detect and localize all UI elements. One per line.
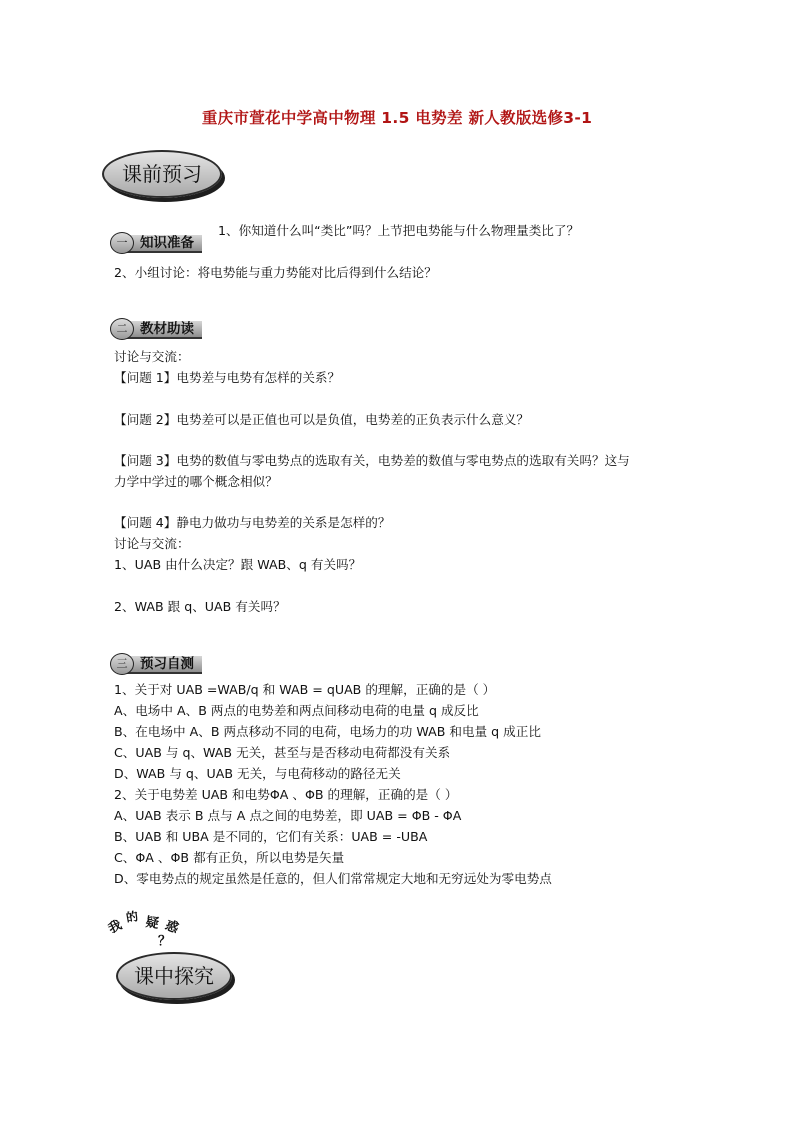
inclass-banner [116, 952, 232, 1000]
test-q1-option-a: A、电场中 A、B 两点的电势差和两点间移动电荷的电量 q 成反比 [114, 703, 479, 718]
preclass-banner-label: 课前预习 [122, 162, 202, 186]
discuss-item-1: 1、UAB 由什么决定？跟 WAB、q 有关吗？ [114, 557, 362, 572]
test-q2-option-b: B、UAB 和 UBA 是不同的，它们有关系：UAB = -UBA [114, 829, 428, 844]
section-three-label: 预习自测 [124, 656, 202, 674]
section-two-number: 二 [110, 318, 134, 340]
problem-4: 【问题 4】静电力做功与电势差的关系是怎样的？ [114, 515, 391, 530]
preclass-banner [102, 150, 222, 198]
test-question-2: 2、关于电势差 UAB 和电势ΦA 、ΦB 的理解，正确的是（ ） [114, 787, 458, 802]
doubt-label [106, 906, 198, 949]
problem-1: 【问题 1】电势差与电势有怎样的关系？ [114, 370, 341, 385]
test-q1-option-d: D、WAB 与 q、UAB 无关，与电荷移动的路径无关 [114, 766, 401, 781]
problem-3-line-1: 【问题 3】电势的数值与零电势点的选取有关，电势差的数值与零电势点的选取有关吗？这与 [114, 453, 630, 468]
section-one-label: 知识准备 [124, 235, 202, 253]
test-q2-option-c: C、ΦA 、ΦB 都有正负，所以电势是矢量 [114, 850, 345, 865]
problem-2: 【问题 2】电势差可以是正值也可以是负值，电势差的正负表示什么意义？ [114, 412, 530, 427]
doubt-question-mark: ？ [158, 934, 172, 949]
section-two-label: 教材助读 [124, 321, 202, 339]
doubt-char-4: 惑 [162, 917, 181, 937]
test-q2-option-a: A、UAB 表示 B 点与 A 点之间的电势差，即 UAB = ΦB - ΦA [114, 808, 462, 823]
doubt-char-3: 疑 [144, 915, 160, 932]
page-title: 重庆市萱花中学高中物理 1.5 电势差 新人教版选修3-1 [201, 109, 593, 127]
discuss-item-2: 2、WAB 跟 q、UAB 有关吗？ [114, 599, 286, 614]
problem-3-line-2: 力学中学过的哪个概念相似？ [114, 474, 278, 489]
prep-question-2: 2、小组讨论：将电势能与重力势能对比后得到什么结论？ [114, 265, 437, 280]
discuss-heading-1: 讨论与交流： [114, 349, 190, 364]
test-q2-option-d: D、零电势点的规定虽然是任意的，但人们常常规定大地和无穷远处为零电势点 [114, 871, 552, 886]
prep-question-1: 1、你知道什么叫“类比”吗？上节把电势能与什么物理量类比了？ [218, 223, 580, 238]
doubt-char-2: 的 [124, 909, 140, 925]
discuss-heading-2: 讨论与交流： [114, 536, 190, 551]
test-q1-option-b: B、在电场中 A、B 两点移动不同的电荷，电场力的功 WAB 和电量 q 成正比 [114, 724, 541, 739]
section-one-number: 一 [110, 232, 134, 254]
test-q1-option-c: C、UAB 与 q、WAB 无关，甚至与是否移动电荷都没有关系 [114, 745, 451, 760]
section-three-number: 三 [110, 653, 134, 675]
test-question-1: 1、关于对 UAB =WAB/q 和 WAB = qUAB 的理解，正确的是（ ） [114, 682, 496, 697]
inclass-banner-label: 课中探究 [134, 964, 214, 988]
doubt-char-1: 我 [106, 917, 125, 937]
